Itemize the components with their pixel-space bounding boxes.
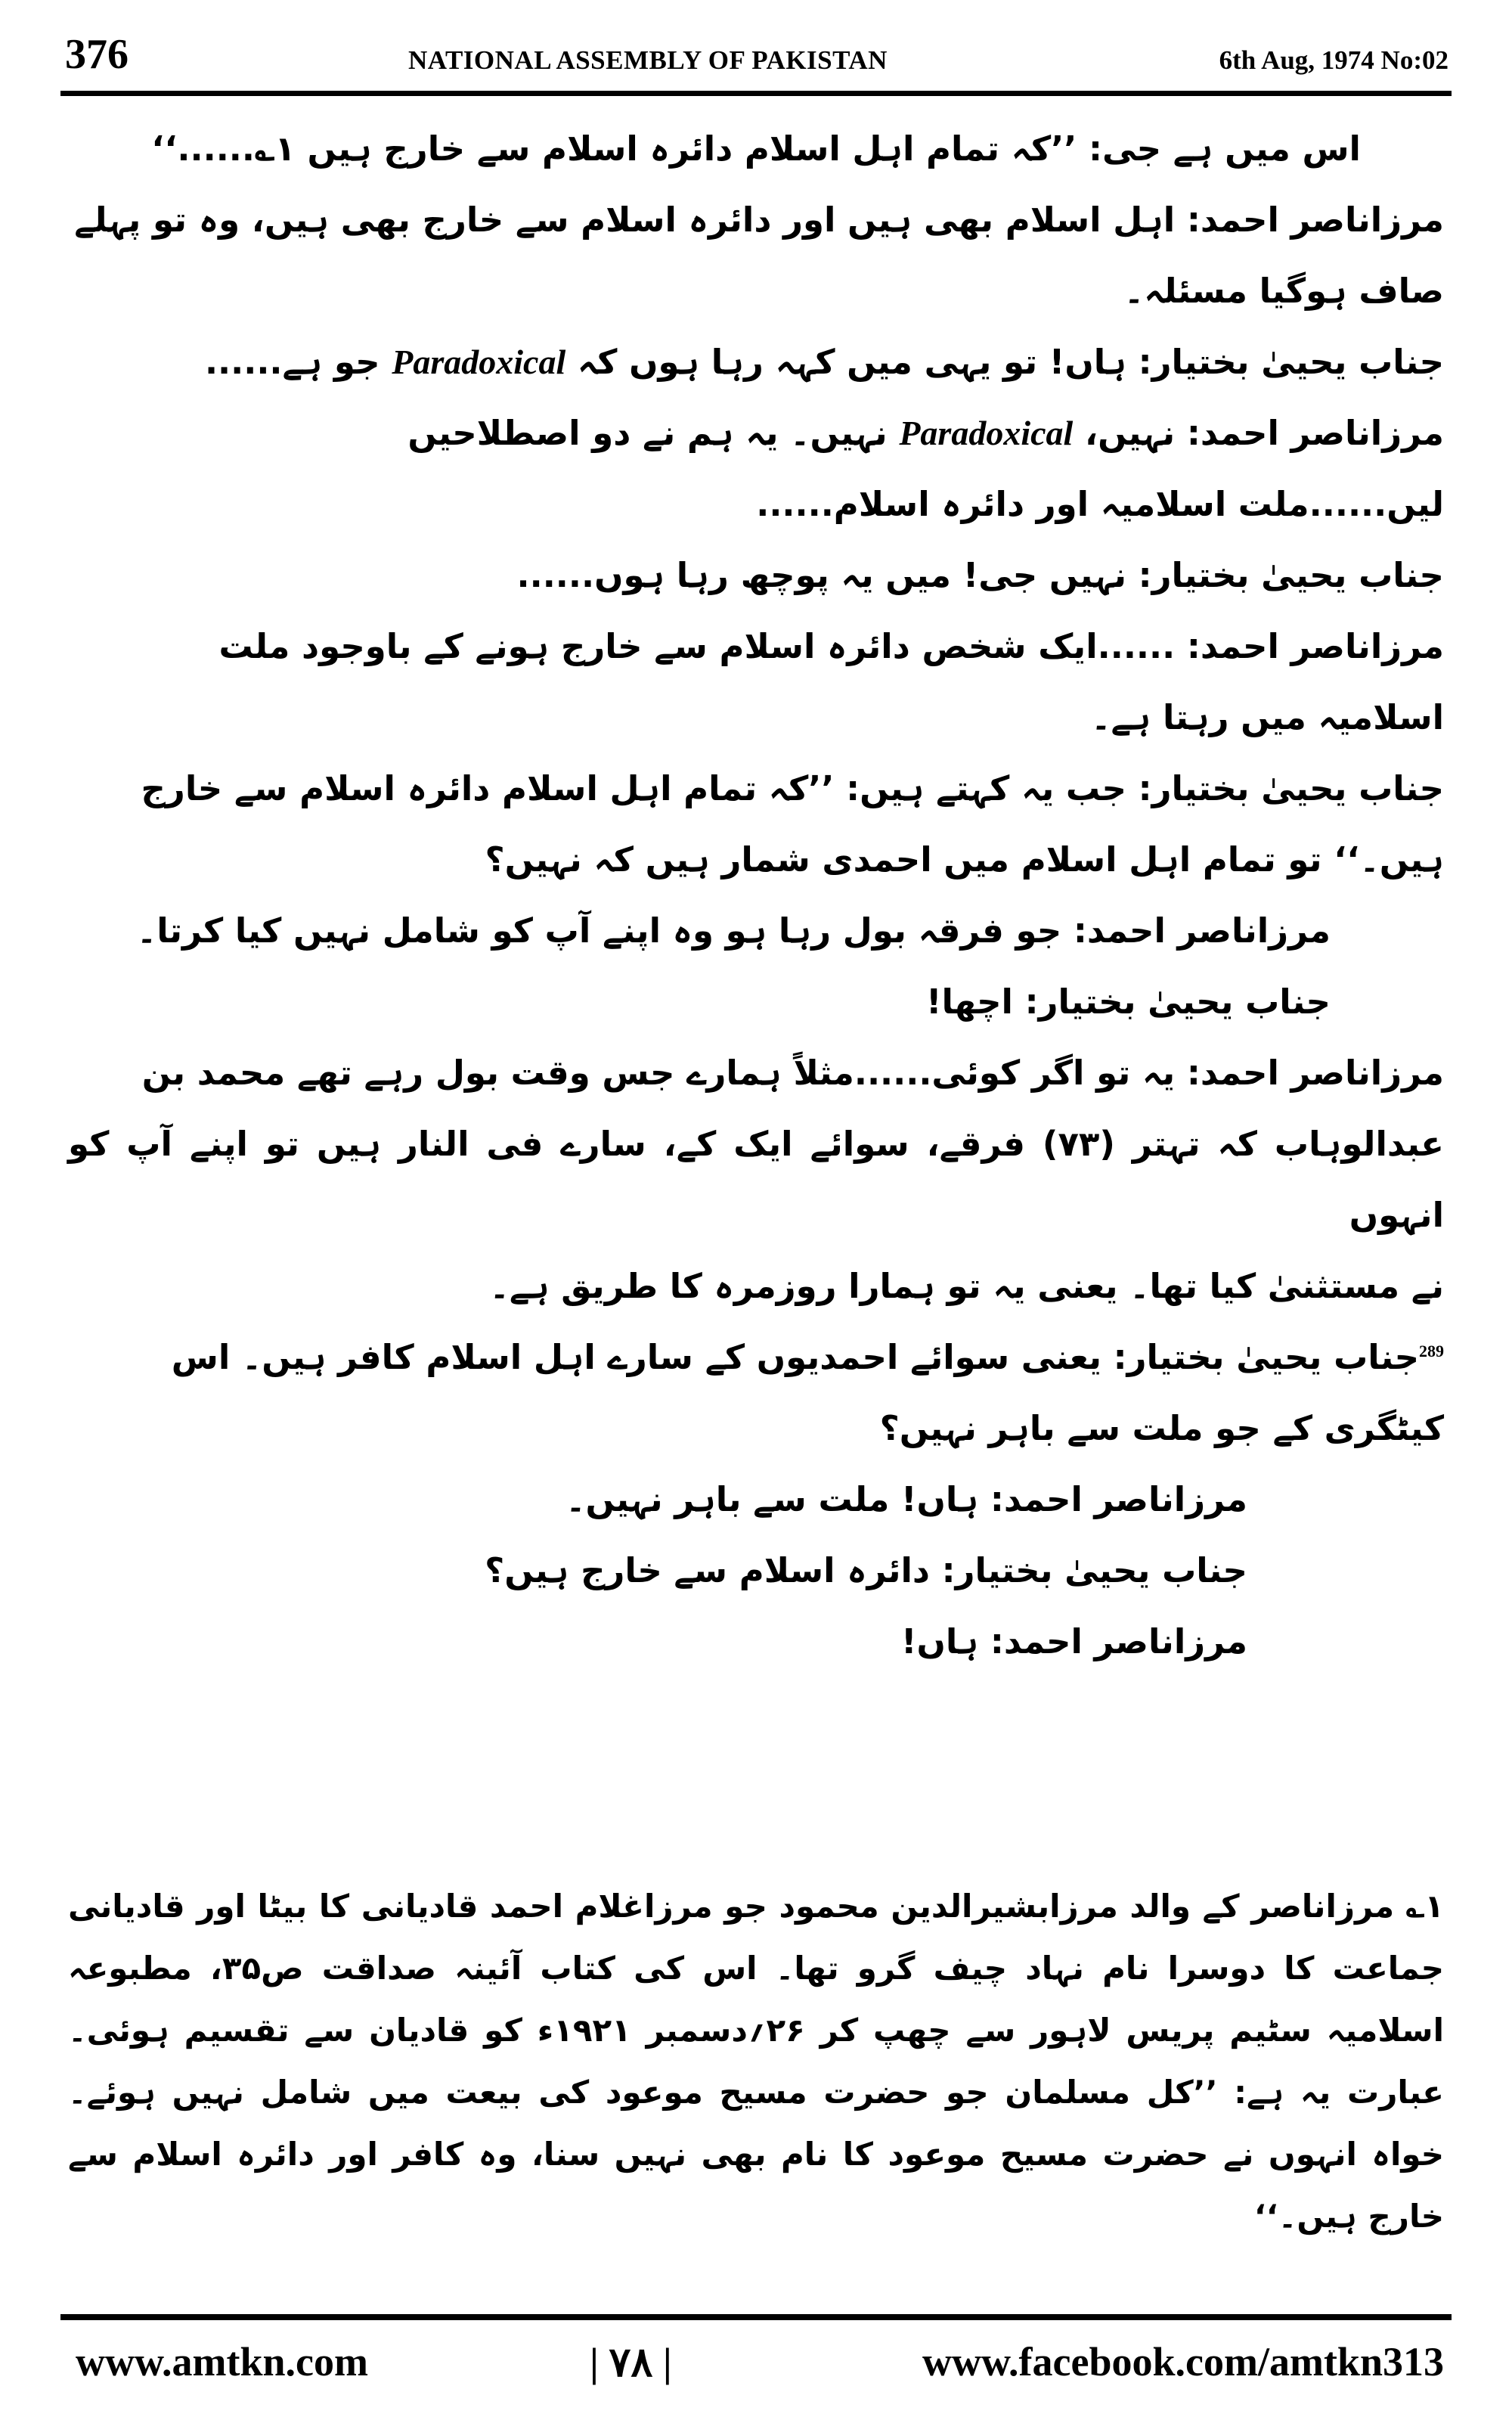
text-line: صاف ہوگیا مسئلہ۔	[1123, 271, 1444, 311]
text-line: مرزاناصر احمد: یہ تو اگر کوئی......مثلاً ہمارے جس وقت بول رہے تھے محمد بن	[141, 1053, 1444, 1093]
speech-segment: جناب یحییٰ بختیار: ہاں! تو یہی میں کہہ رہا ہوں کہ	[577, 342, 1444, 382]
facebook-link[interactable]: www.facebook.com/amtkn313	[922, 2339, 1444, 2384]
page-footer	[60, 2314, 1452, 2411]
text-line	[68, 398, 1444, 469]
page-header	[60, 23, 1452, 96]
text-line: جناب یحییٰ بختیار: نہیں جی! میں یہ پوچھ رہا ہوں......	[516, 555, 1444, 595]
text-line: اس میں ہے جی: ’’کہ تمام اہل اسلام دائرہ اسلام سے خارج ہیں ۱؎......‘‘	[151, 129, 1361, 169]
session-date: 6th Aug, 1974 No:02	[1219, 45, 1448, 75]
footnote	[68, 1876, 1444, 2248]
original-page-marker: 289	[1419, 1342, 1444, 1360]
text-line: اسلامیہ میں رہتا ہے۔	[1091, 697, 1444, 737]
text-line	[68, 327, 1444, 398]
transcript-body	[68, 113, 1444, 1677]
running-title: NATIONAL ASSEMBLY OF PAKISTAN	[408, 45, 888, 75]
text-line: مرزاناصر احمد: جو فرقہ بول رہا ہو وہ اپنے آپ کو شامل نہیں کیا کرتا۔	[136, 911, 1331, 951]
speech-segment: جناب یحییٰ بختیار: یعنی سوائے احمدیوں کے سارے اہل اسلام کافر ہیں۔ اس	[171, 1337, 1419, 1377]
text-line: نے مستثنیٰ کیا تھا۔ یعنی یہ تو ہمارا روزمرہ کا طریق ہے۔	[489, 1266, 1444, 1306]
text-line: جناب یحییٰ بختیار: جب یہ کہتے ہیں: ’’کہ تمام اہل اسلام دائرہ اسلام سے خارج	[141, 768, 1444, 808]
speech-segment: جو ہے......	[204, 342, 380, 382]
text-line: ہیں۔‘‘ تو تمام اہل اسلام میں احمدی شمار ہیں کہ نہیں؟	[485, 839, 1444, 880]
text-line: جناب یحییٰ بختیار: دائرہ اسلام سے خارج ہیں؟	[485, 1550, 1247, 1590]
footnote-text: ۱؎ مرزاناصر کے والد مرزابشیرالدین محمود جو مرزاغلام احمد قادیانی کا بیٹا اور قادیانی جماعت کا دوسرا نام نہاد چیف گرو تھا۔ اس کی کتاب آئینہ صداقت ص۳۵، مطبوعہ اسلامیہ سٹیم پریس لاہور سے چھپ کر ۲۶؍دسمبر ۱۹۲۱ء کو قادیان سے تقسیم ہوئی۔ عبارت یہ ہے: ’’کل مسلمان جو حضرت مسیح موعود کی بیعت میں شامل نہیں ہوئے۔ خواہ انہوں نے حضرت مسیح موعود کا نام بھی نہیں سنا، وہ کافر اور دائرہ اسلام سے خارج ہیں۔‘‘	[68, 1888, 1444, 2235]
text-line: عبدالوہاب کہ تہتر (۷۳) فرقے، سوائے ایک کے، سارے فی النار ہیں تو اپنے آپ کو انہوں	[68, 1124, 1444, 1235]
text-line: مرزاناصر احمد: اہل اسلام بھی ہیں اور دائرہ اسلام سے خارج بھی ہیں، وہ تو پہلے	[74, 200, 1444, 240]
latin-term: Paradoxical	[392, 343, 566, 381]
text-line: مرزاناصر احمد: ہاں! ملت سے باہر نہیں۔	[565, 1479, 1247, 1519]
text-line: مرزاناصر احمد: ہاں!	[901, 1621, 1247, 1661]
footer-page-number: | ۷۸ |	[590, 2340, 672, 2385]
text-line: لیں......ملت اسلامیہ اور دائرہ اسلام......	[756, 484, 1444, 524]
page-number: 376	[65, 31, 129, 78]
text-line	[68, 1322, 1444, 1393]
website-link[interactable]: www.amtkn.com	[76, 2339, 368, 2384]
latin-term: Paradoxical	[899, 414, 1074, 452]
text-line: کیٹگری کے جو ملت سے باہر نہیں؟	[879, 1408, 1444, 1448]
speech-segment: مرزاناصر احمد: نہیں،	[1084, 413, 1444, 453]
speech-segment: نہیں۔ یہ ہم نے دو اصطلاحیں	[407, 413, 888, 453]
text-line: جناب یحییٰ بختیار: اچھا!	[926, 982, 1331, 1022]
text-line: مرزاناصر احمد: ......ایک شخص دائرہ اسلام سے خارج ہونے کے باوجود ملت	[218, 626, 1444, 666]
